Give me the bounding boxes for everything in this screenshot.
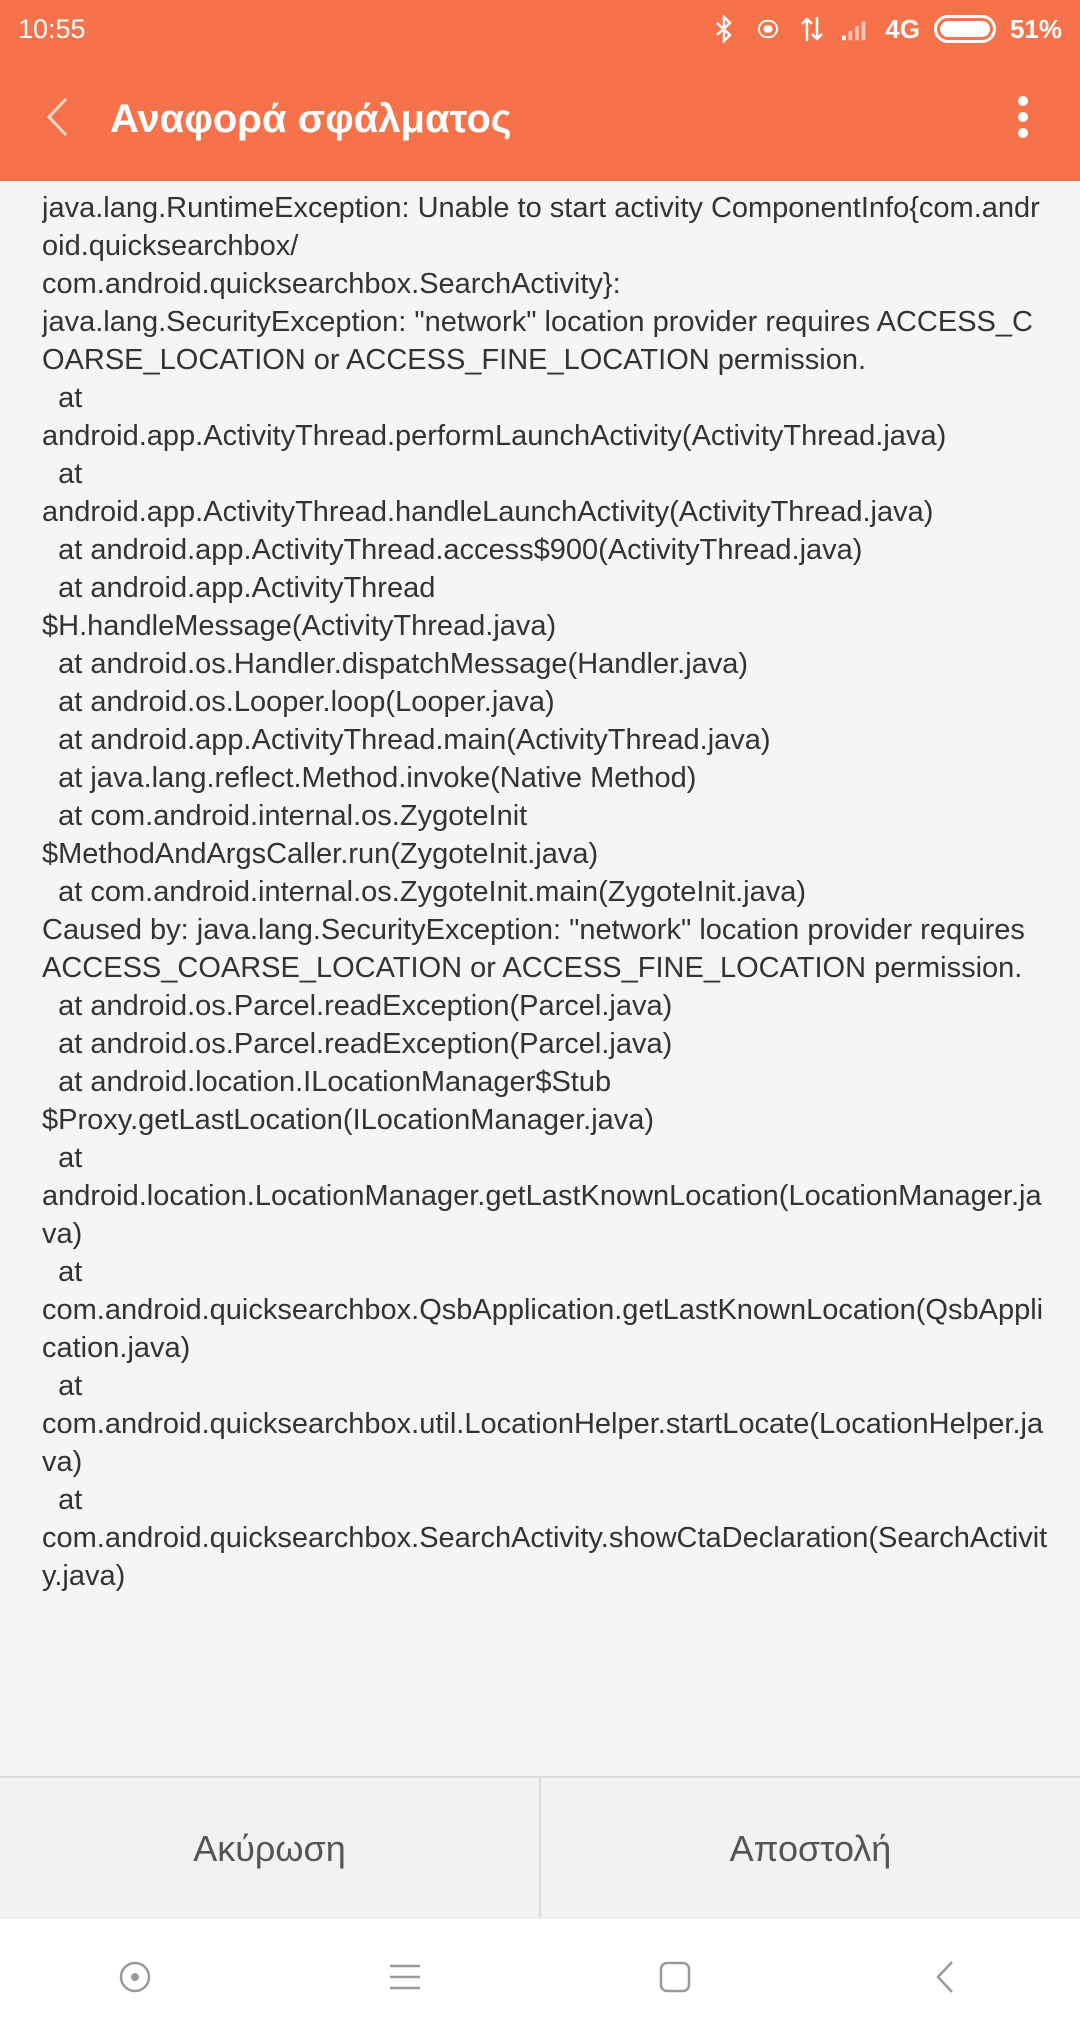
navigation-bar	[0, 1919, 1080, 2040]
status-time: 10:55	[18, 13, 86, 44]
assistant-icon	[118, 1960, 152, 1999]
status-bar	[0, 0, 1080, 58]
assistant-button[interactable]	[90, 1935, 180, 2025]
battery-percent: 51%	[1009, 13, 1062, 44]
bluetooth-icon	[709, 14, 739, 44]
home-icon	[658, 1960, 692, 1999]
nav-back-button[interactable]	[900, 1935, 990, 2025]
signal-icon	[841, 14, 871, 44]
data-arrows-icon	[797, 14, 827, 44]
more-vertical-icon	[1017, 95, 1029, 144]
cancel-button[interactable]: Ακύρωση	[0, 1778, 539, 1919]
home-button[interactable]	[630, 1935, 720, 2025]
back-icon	[934, 1959, 956, 2000]
send-button[interactable]: Αποστολή	[539, 1778, 1080, 1919]
chevron-left-icon	[44, 96, 70, 143]
stack-trace-text: java.lang.RuntimeException: Unable to start activity ComponentInfo{com.android.quicksearchbox/ com.android.quicksearchbox.SearchActivity}: java.lang.SecurityException: "network" location provider requires ACCESS_COARSE_LOCATION or ACCESS_FINE_LOCATION permission. at android.app.ActivityThread.performLaunchActivity(ActivityThread.java) at android.app.ActivityThread.handleLaunchActivity(ActivityThread.java) at android.app.ActivityThread.access$900(ActivityThread.java) at android.app.ActivityThread $H.handleMessage(ActivityThread.java) at android.os.Handler.dispatchMessage(Handler.java) at android.os.Looper.loop(Looper.java) at android.app.ActivityThread.main(ActivityThread.java) at java.lang.reflect.Method.invoke(Native Method) at com.android.internal.os.ZygoteInit $MethodAndArgsCaller.run(ZygoteInit.java) at com.android.internal.os.ZygoteInit.main(ZygoteInit.java) Caused by: java.lang.SecurityException: "network" location provider requires ACCESS_COARSE_LOCATION or ACCESS_FINE_LOCATION permission. at android.os.Parcel.readException(Parcel.java) at android.os.Parcel.readException(Parcel.java) at android.location.ILocationManager$Stub $Proxy.getLastLocation(ILocationManager.java) at android.location.LocationManager.getLastKnownLocation(LocationManager.java) at com.android.quicksearchbox.QsbApplication.getLastKnownLocation(QsbApplication.java) at com.android.quicksearchbox.util.LocationHelper.startLocate(LocationHelper.java) at com.android.quicksearchbox.SearchActivity.showCtaDeclaration(SearchActivity.java)	[42, 192, 1048, 1592]
status-icons	[709, 14, 1062, 45]
dialog-actions	[0, 1776, 1080, 1919]
back-button[interactable]	[12, 58, 102, 181]
app-bar	[0, 58, 1080, 181]
more-options-button[interactable]	[978, 58, 1068, 181]
network-type: 4G	[885, 13, 920, 44]
page-title: Αναφορά σφάλματος	[110, 97, 512, 141]
menu-button[interactable]	[360, 1935, 450, 2025]
menu-icon	[388, 1963, 422, 1996]
report-content[interactable]	[0, 181, 1080, 1688]
vibrate-icon	[753, 14, 783, 44]
battery-icon	[934, 15, 996, 43]
